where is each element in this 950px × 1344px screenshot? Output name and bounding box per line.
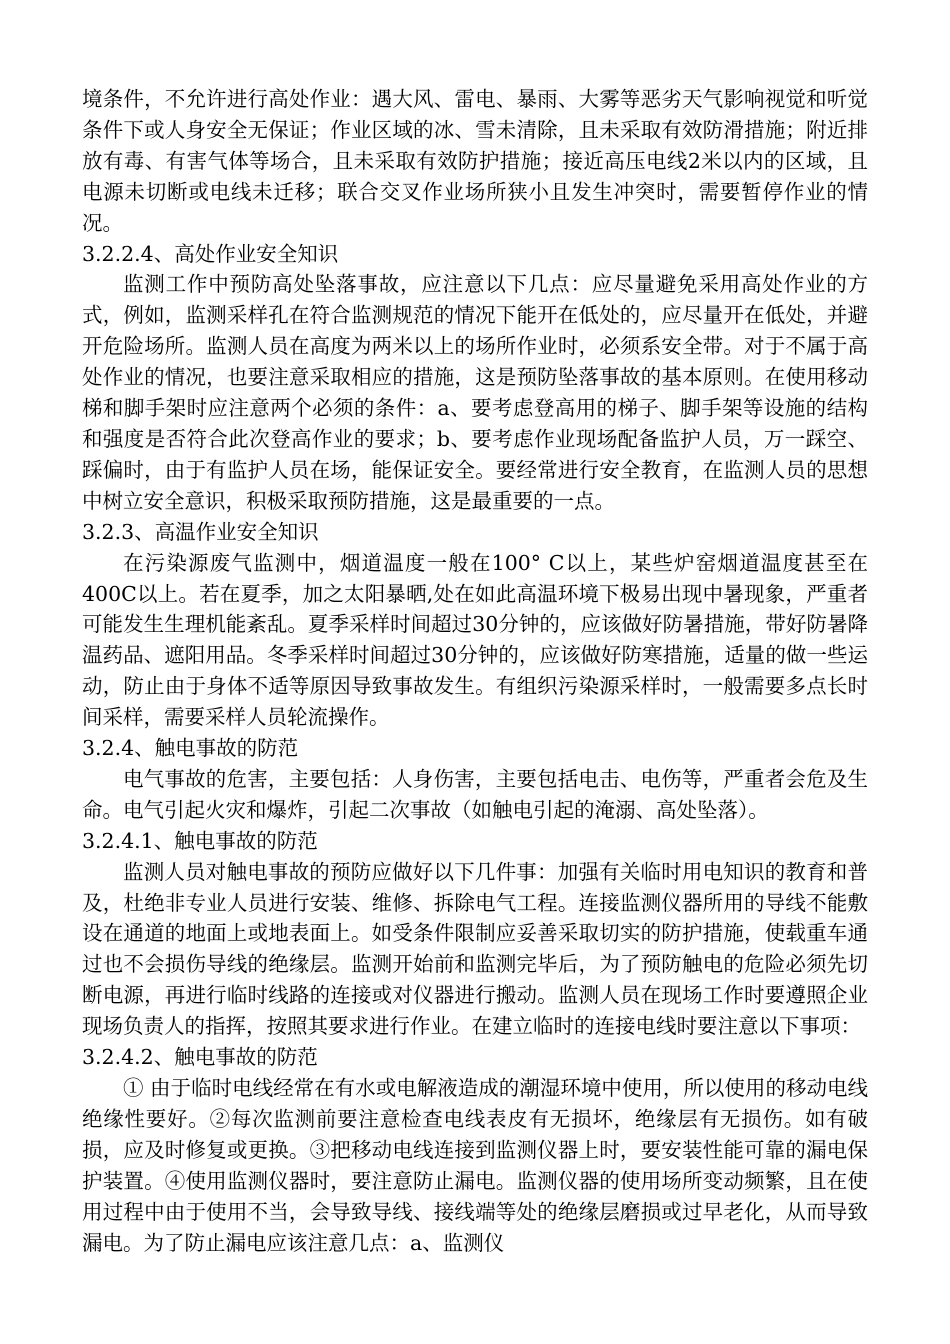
- paragraph-temporary-wiring: ① 由于临时电线经常在有水或电解液造成的潮湿环境中使用，所以使用的移动电线绝缘性要好。②每次监测前要注意检查电线表皮有无损坏，绝缘层有无损伤。如有破损，应及时修复或更换。③把移动电线连接到监测仪器上时，要安装性能可靠的漏电保护装置。④使用监测仪器时，要注意防止漏电。监测仪器的使用场所变动频繁，且在使用过程中由于使用不当，会导致导线、接线端等处的绝缘层磨损或过早老化，从而导致漏电。为了防止漏电应该注意几点：a、监测仪: [82, 1076, 868, 1255]
- heading-3-2-4: 3.2.4、触电事故的防范: [82, 736, 299, 761]
- paragraph-electrical-hazards: 电气事故的危害，主要包括：人身伤害，主要包括电击、电伤等，严重者会危及生命。电气引起火灾和爆炸，引起二次事故（如触电引起的淹溺、高处坠落）。: [82, 766, 868, 822]
- document-page: [82, 84, 868, 1258]
- paragraph-fall-prevention: 监测工作中预防高处坠落事故，应注意以下几点：应尽量避免采用高处作业的方式，例如，监测采样孔在符合监测规范的情况下能开在低处的，应尽量开在低处，并避开危险场所。监测人员在高度为两米以上的场所作业时，必须系安全带。对于不属于高处作业的情况，也要注意采取相应的措施，这是预防坠落事故的基本原则。在使用移动梯和脚手架时应注意两个必须的条件：a、要考虑登高用的梯子、脚手架等设施的结构和强度是否符合此次登高作业的要求；b、要考虑作业现场配备监护人员，万一踩空、踩偏时，由于有监护人员在场，能保证安全。要经常进行安全教育，在监测人员的思想中树立安全意识，积极采取预防措施，这是最重要的一点。: [82, 272, 868, 513]
- heading-3-2-2-4: 3.2.2.4、高处作业安全知识: [82, 241, 339, 266]
- paragraph-environment-conditions: 境条件，不允许进行高处作业：遇大风、雷电、暴雨、大雾等恶劣天气影响视觉和听觉条件下或人身安全无保证；作业区域的冰、雪未清除，且未采取有效防滑措施；附近排放有毒、有害气体等场合，且未采取有效防护措施；接近高压电线2米以内的区域，且电源未切断或电线未迁移；联合交叉作业场所狭小且发生冲突时，需要暂停作业的情况。: [82, 87, 868, 235]
- paragraph-shock-prevention: 监测人员对触电事故的预防应做好以下几件事：加强有关临时用电知识的教育和普及，杜绝非专业人员进行安装、维修、拆除电气工程。连接监测仪器所用的导线不能敷设在通道的地面上或地表面上。如受条件限制应妥善采取切实的防护措施，使载重车通过也不会损伤导线的绝缘层。监测开始前和监测完毕后，为了预防触电的危险必须先切断电源，再进行临时线路的连接或对仪器进行搬动。监测人员在现场工作时要遵照企业现场负责人的指挥，按照其要求进行作业。在建立临时的连接电线时要注意以下事项：: [82, 859, 868, 1039]
- heading-3-2-3: 3.2.3、高温作业安全知识: [82, 519, 319, 544]
- paragraph-high-temperature: 在污染源废气监测中，烟道温度一般在100° C以上，某些炉窑烟道温度甚至在400C以上。若在夏季，加之太阳暴晒,处在如此高温环境下极易出现中暑现象，严重者可能发生生理机能紊乱。夏季采样时间超过30分钟的，应该做好防暑措施，带好防暑降温药品、遮阳用品。冬季采样时间超过30分钟的，应该做好防寒措施，适量的做一些运动，防止由于身体不适等原因导致事故发生。有组织污染源采样时，一般需要多点长时间采样，需要采样人员轮流操作。: [82, 550, 868, 730]
- heading-3-2-4-1: 3.2.4.1、触电事故的防范: [82, 828, 318, 853]
- heading-3-2-4-2: 3.2.4.2、触电事故的防范: [82, 1045, 318, 1070]
